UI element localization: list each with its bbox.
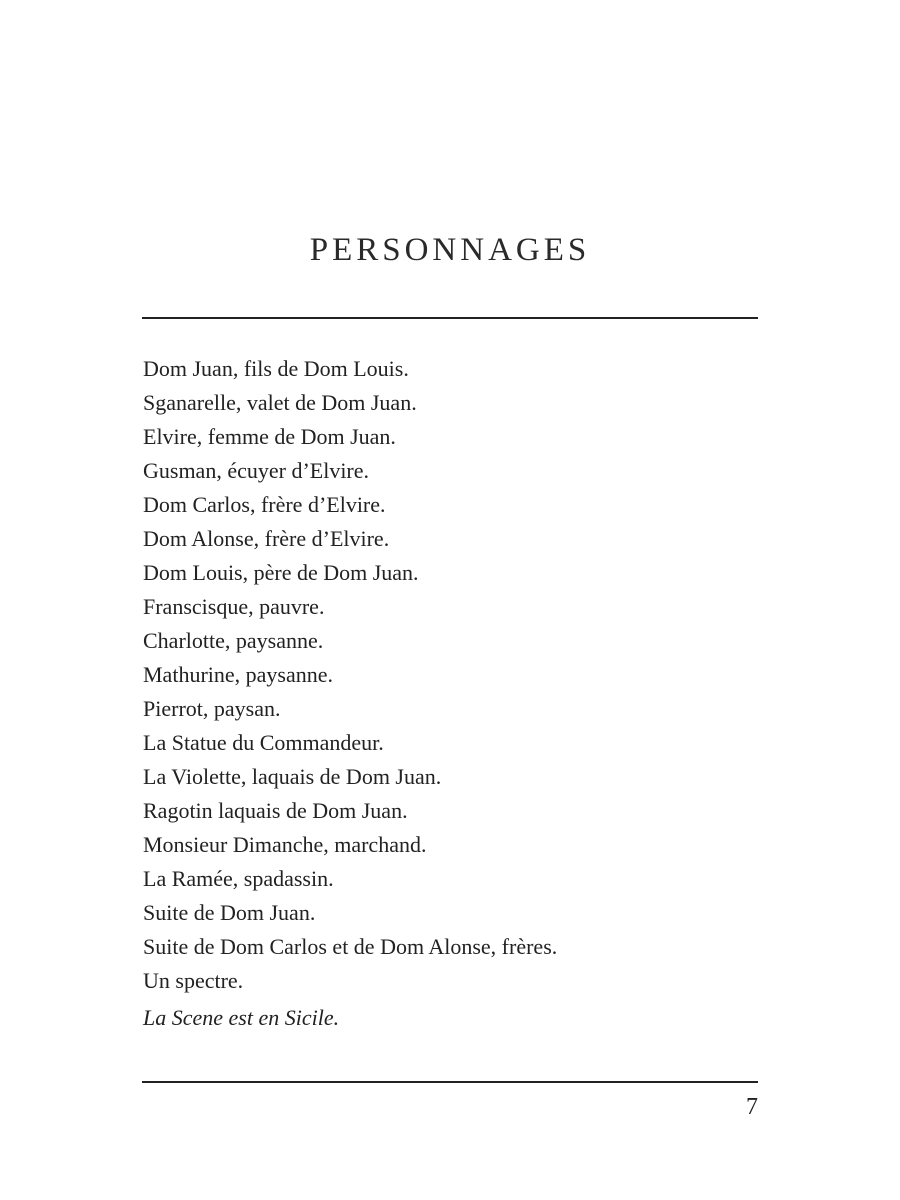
list-item: Suite de Dom Juan. [143, 900, 316, 925]
list-item: Dom Juan, fils de Dom Louis. [143, 356, 409, 381]
list-item: La Statue du Commandeur. [143, 730, 384, 755]
list-item: Mathurine, paysanne. [143, 662, 333, 687]
list-item: Gusman, écuyer d’Elvire. [143, 458, 370, 483]
page-title: PERSONNAGES [309, 232, 591, 268]
list-item: Monsieur Dimanche, marchand. [143, 832, 427, 857]
list-item: Dom Alonse, frère d’Elvire. [143, 526, 390, 551]
list-item: Sganarelle, valet de Dom Juan. [143, 390, 417, 415]
top-divider [142, 317, 758, 319]
list-item: Pierrot, paysan. [143, 696, 281, 721]
list-item: La Ramée, spadassin. [143, 866, 334, 891]
bottom-divider [142, 1081, 758, 1083]
list-item: Dom Louis, père de Dom Juan. [143, 560, 419, 585]
character-list [143, 352, 557, 998]
list-item: Franscisque, pauvre. [143, 594, 325, 619]
list-item: Suite de Dom Carlos et de Dom Alonse, frères. [143, 934, 558, 959]
list-item: Dom Carlos, frère d’Elvire. [143, 492, 386, 517]
list-item: Un spectre. [143, 968, 244, 993]
list-item: Elvire, femme de Dom Juan. [143, 424, 396, 449]
list-item: La Violette, laquais de Dom Juan. [143, 764, 442, 789]
scene-setting: La Scene est en Sicile. [143, 1005, 340, 1030]
list-item: Ragotin laquais de Dom Juan. [143, 798, 408, 823]
list-item: Charlotte, paysanne. [143, 628, 324, 653]
page-number: 7 [746, 1094, 758, 1120]
